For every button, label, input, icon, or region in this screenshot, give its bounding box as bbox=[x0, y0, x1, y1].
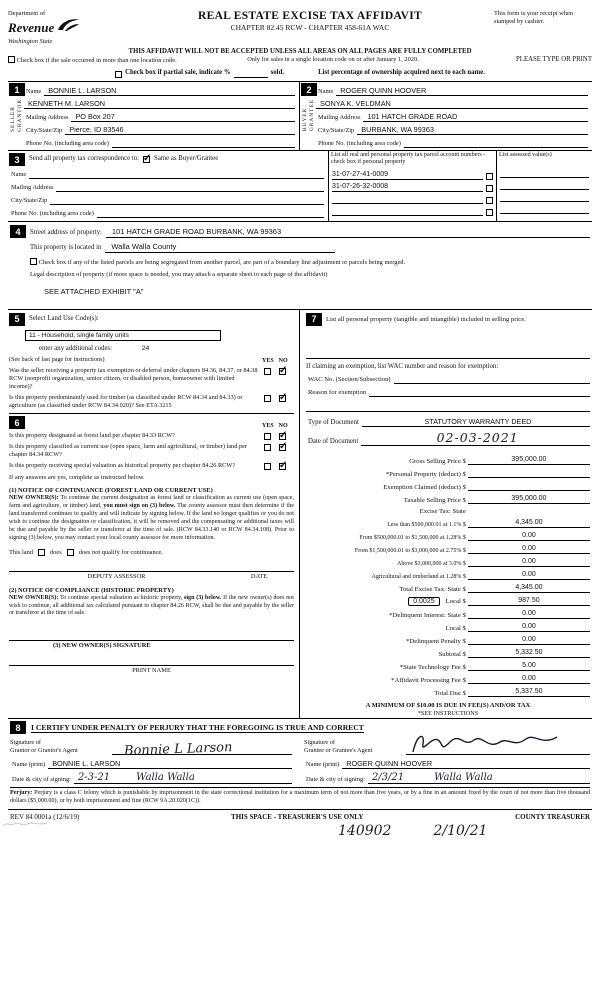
send-correspondence-label: Send all property tax correspondence to: bbox=[29, 155, 140, 163]
buyer-name-label: Name bbox=[318, 88, 334, 95]
delinquent-interest-state-field[interactable]: 0.00 bbox=[468, 610, 590, 619]
grantee-signature-line[interactable] bbox=[406, 736, 590, 755]
exemption-claimed-field[interactable] bbox=[468, 482, 590, 491]
buyer-phone-field[interactable] bbox=[404, 147, 588, 148]
taxable-selling-price-field[interactable]: 395,000.00 bbox=[468, 495, 590, 504]
seller-section bbox=[8, 82, 300, 150]
subtotal-field[interactable]: 5,332.50 bbox=[468, 649, 590, 658]
row-label: From $500,000.01 to $1,500,000 at 1.28% $ bbox=[359, 535, 466, 542]
row-label: Local $ bbox=[445, 625, 466, 633]
legal-description-value[interactable]: SEE ATTACHED EXHIBIT "A" bbox=[44, 286, 144, 296]
corr-phone-label: Phone No. (including area code) bbox=[11, 210, 94, 217]
corr-csz-field[interactable] bbox=[50, 204, 324, 205]
dept-line3: Washington State bbox=[8, 38, 53, 45]
seller-csz-label: City/State/Zip bbox=[26, 127, 63, 134]
see-back-note: (See back of last page for instructions) bbox=[9, 356, 105, 364]
grantee-signing-block bbox=[300, 734, 590, 784]
row-label: *State Technology Fee $ bbox=[399, 664, 466, 672]
parties bbox=[8, 81, 592, 151]
s6-q1-no-checkbox[interactable] bbox=[279, 433, 286, 440]
buyer-section bbox=[300, 82, 592, 150]
s6-q3-no-checkbox[interactable] bbox=[279, 463, 286, 470]
row-label: *Personal Property (deduct) $ bbox=[385, 471, 466, 479]
grantee-name-print-label: Name (print) bbox=[306, 761, 340, 769]
partial-sale-row bbox=[8, 69, 592, 78]
seller-csz-field[interactable]: Pierce, ID 83546 bbox=[65, 125, 295, 135]
buyer-csz-field[interactable]: BURBANK, WA 99363 bbox=[357, 125, 588, 135]
section-2-number: 2 bbox=[301, 83, 317, 96]
grantor-date-city-label: Date & city of signing: bbox=[12, 776, 71, 784]
dept-line1: Department of bbox=[8, 10, 46, 17]
seller-name-label: Name bbox=[26, 88, 42, 95]
delinquent-penalty-field[interactable]: 0.00 bbox=[468, 636, 590, 645]
this-land-label: This land bbox=[9, 548, 33, 556]
buyer-name-1-field[interactable]: ROGER QUINN HOOVER bbox=[336, 86, 588, 96]
assessed-value-field[interactable] bbox=[500, 205, 589, 214]
assessed-value-field[interactable] bbox=[500, 169, 589, 178]
certify-statement: I CERTIFY UNDER PENALTY OF PERJURY THAT THE FOREGOING IS TRUE AND CORRECT bbox=[31, 722, 364, 732]
row-label: From $1,500,000.01 to $3,000,000 at 2.75% $ bbox=[354, 548, 466, 555]
partial-sale-checkbox[interactable] bbox=[115, 71, 122, 78]
s6-q2-no-checkbox[interactable] bbox=[279, 444, 286, 451]
grantor-city-handwriting: Walla Walla bbox=[136, 772, 195, 784]
row-label: Exemption Claimed (deduct) $ bbox=[383, 484, 466, 492]
legal-description-label: Legal description of property (if more space is needed, you may attach a separate sheet to each page of the affidavit) bbox=[30, 270, 328, 278]
form-chapter: CHAPTER 82.45 RCW - CHAPTER 458-61A WAC bbox=[230, 23, 390, 32]
doc-type-field[interactable]: STATUTORY WARRANTY DEED bbox=[362, 417, 590, 427]
s5-q1-no-checkbox[interactable] bbox=[279, 368, 286, 375]
gross-selling-price-field[interactable]: 395,000.00 bbox=[468, 456, 590, 465]
s5-question-2: Is this property predominantly used for timber (as classified under RCW 84.34 and 84.33) or agriculture (as classified under RCW 84.34.020)? See ETA 3215 bbox=[9, 393, 243, 409]
grantor-signature-label: Signature of Grantor or Grantor's Agent bbox=[10, 739, 78, 755]
state-technology-fee-field[interactable]: 5.00 bbox=[468, 662, 590, 671]
multi-location-label: Check box if the sale occurred in more than one location code. bbox=[16, 57, 177, 64]
multi-location-checkbox[interactable] bbox=[8, 56, 15, 63]
excise-tax-state-header: Excise Tax: State bbox=[419, 508, 466, 516]
buyer-phone-label: Phone No. (including area code) bbox=[318, 140, 401, 147]
perjury-text: Perjury is a class C felony which is punishable by imprisonment in the state correctional institution for a maximum term of not more than five years, or by a fine in an amount fixed by the court of not more than five thousand dollars ($5,000.00), or by both imprisonment and fine (RCW 9A.20.020(1C)). bbox=[10, 790, 590, 804]
land-does-not-checkbox[interactable] bbox=[67, 549, 74, 556]
print-name-line[interactable] bbox=[9, 650, 294, 666]
personal-property-blank-area[interactable] bbox=[306, 326, 590, 358]
parcel-number-field[interactable] bbox=[332, 195, 483, 204]
land-does-checkbox[interactable] bbox=[38, 549, 45, 556]
does-label: does bbox=[49, 548, 62, 556]
s6-q2-yes-checkbox[interactable] bbox=[264, 444, 271, 451]
section-3 bbox=[8, 151, 592, 222]
section-1-number: 1 bbox=[9, 83, 25, 96]
row-label: 0.0025 Local $ bbox=[306, 597, 468, 606]
land-use-code-select[interactable]: 11 - Household, single family units bbox=[25, 330, 221, 341]
s5-q1-yes-checkbox[interactable] bbox=[264, 368, 271, 375]
assessed-value-header: List assessed value(s) bbox=[499, 152, 552, 158]
parcel-2-personal-checkbox[interactable] bbox=[486, 185, 493, 192]
stamp-number-handwriting: 140902 bbox=[338, 823, 392, 840]
grantor-signature: Bonnie L Larson bbox=[123, 740, 233, 759]
section-4 bbox=[8, 222, 592, 310]
header bbox=[8, 10, 592, 46]
doc-date-field[interactable]: 02-03-2021 bbox=[361, 430, 590, 446]
agricultural-timberland-field[interactable]: 0.00 bbox=[468, 571, 590, 580]
excise-computation bbox=[306, 452, 590, 697]
revenue-swoosh-icon bbox=[56, 18, 80, 38]
buyer-name-2-field[interactable]: SONYA K. VELDMAN bbox=[316, 99, 588, 109]
land-use-title: Select Land Use Code(s): bbox=[29, 314, 99, 322]
segregated-label: Check box if any of the listed parcels are being segregated from another parcel, are part of a boundary line adjustment or parcels being merged. bbox=[38, 258, 406, 266]
row-label: Total Due $ bbox=[434, 690, 466, 698]
row-label: Gross Selling Price $ bbox=[409, 458, 466, 466]
tax-tier-1-field[interactable]: 4,345.00 bbox=[468, 519, 590, 528]
new-owner-signature-line[interactable] bbox=[9, 624, 294, 641]
exemption-intro: If claiming an exemption, list WAC number and reason for exemption: bbox=[306, 362, 499, 370]
parcel-4-personal-checkbox[interactable] bbox=[486, 209, 493, 216]
corr-phone-field[interactable] bbox=[97, 217, 324, 218]
grantee-date-city-label: Date & city of signing: bbox=[306, 776, 365, 784]
margin-scribble bbox=[2, 818, 48, 830]
partial-sale-percent-field[interactable] bbox=[234, 69, 268, 78]
if-yes-note: If any answers are yes, complete as instructed below. bbox=[9, 474, 145, 482]
total-excise-state-field[interactable]: 4,345.00 bbox=[468, 584, 590, 593]
additional-codes-field[interactable]: 24 bbox=[141, 344, 150, 352]
row-label: Less than $500,000.01 at 1.1% $ bbox=[387, 522, 466, 529]
section-3-number: 3 bbox=[9, 153, 25, 166]
s6-question-3: Is this property receiving special valuation as historical property per chapter 84.26 RCW? bbox=[9, 462, 236, 470]
row-label: *Delinquent Penalty $ bbox=[406, 638, 466, 646]
grantor-date-handwriting: 2-3-21 bbox=[77, 772, 111, 784]
seller-mailing-label: Mailing Address bbox=[26, 114, 69, 121]
reason-field[interactable] bbox=[369, 396, 590, 397]
parcel-number-field[interactable] bbox=[332, 207, 483, 216]
seller-phone-label: Phone No. (including area code) bbox=[26, 140, 109, 147]
section-6-number: 6 bbox=[9, 416, 25, 429]
continuance-qualify-row bbox=[9, 549, 294, 557]
additional-codes-label: enter any additional codes: bbox=[39, 344, 113, 352]
s6-question-2: Is this property classified as current use (open space, farm and agricultural, or timber) land per chapter 84.34 RCW? bbox=[9, 443, 247, 459]
grantee-signature bbox=[410, 730, 560, 758]
corr-csz-label: City/State/Zip bbox=[11, 197, 48, 204]
treasurer-stamp bbox=[338, 823, 592, 839]
row-label: Total Excise Tax: State $ bbox=[399, 586, 466, 594]
print-name-label: PRINT NAME bbox=[132, 667, 171, 675]
deputy-date-label: DATE bbox=[250, 572, 268, 580]
buyer-mailing-field[interactable]: 101 HATCH GRADE ROAD bbox=[363, 112, 588, 122]
see-instructions-note: *SEE INSTRUCTIONS bbox=[417, 710, 479, 718]
grantor-signature-line[interactable] bbox=[112, 736, 292, 759]
section-8-number: 8 bbox=[10, 721, 26, 734]
section-8 bbox=[8, 718, 592, 806]
row-label: Subtotal $ bbox=[438, 651, 466, 659]
tax-tier-4-field[interactable]: 0.00 bbox=[468, 558, 590, 567]
corr-name-label: Name bbox=[11, 171, 27, 178]
doc-type-label: Type of Document bbox=[308, 419, 359, 427]
grantor-date-city-field[interactable] bbox=[74, 772, 292, 784]
buyer-csz-label: City/State/Zip bbox=[318, 127, 355, 134]
street-address-label: Street address of property: bbox=[30, 229, 102, 237]
partial-sale-suffix: sold. bbox=[270, 69, 285, 77]
two-column-area bbox=[8, 310, 592, 719]
reason-label: Reason for exemption bbox=[308, 389, 367, 397]
s5-q2-no-checkbox[interactable] bbox=[279, 395, 286, 402]
affidavit-processing-fee-field[interactable]: 0.00 bbox=[468, 675, 590, 684]
grantee-date-handwriting: 2/3/21 bbox=[371, 772, 405, 784]
parcel-1-personal-checkbox[interactable] bbox=[486, 173, 493, 180]
doc-date-label: Date of Document bbox=[308, 438, 359, 446]
grantee-date-city-field[interactable] bbox=[368, 772, 590, 784]
grantee-name-print-field[interactable]: ROGER QUINN HOOVER bbox=[342, 759, 590, 769]
buyer-mailing-label: Mailing Address bbox=[318, 114, 361, 121]
row-label: Above $3,000,000 at 3.0% $ bbox=[397, 561, 466, 568]
seller-side-label: SELLER bbox=[10, 106, 16, 132]
local-tax-field[interactable]: 987.50 bbox=[468, 597, 590, 606]
s5-question-1: Was the seller receiving a property tax exemption or deferral under chapters 84.36, 84.37, or 84.38 RCW (nonprofit organization, senior citizen, or disabled person, homeowner with limited income)? bbox=[9, 367, 258, 390]
seller-mailing-field[interactable]: PO Box 207 bbox=[71, 112, 295, 122]
type-or-print-label: PLEASE TYPE OR PRINT bbox=[516, 56, 592, 63]
local-rate-box[interactable]: 0.0025 bbox=[408, 597, 439, 606]
grantor-name-print-label: Name (print) bbox=[12, 761, 46, 769]
tax-tier-3-field[interactable]: 0.00 bbox=[468, 545, 590, 554]
personal-property-title: List all personal property (tangible and intangible) included in selling price. bbox=[326, 315, 526, 323]
grantee-side-label: GRANTEE bbox=[308, 99, 315, 132]
only-for-line: Only for sales in a single location code on or after January 1, 2020. bbox=[247, 56, 419, 63]
section-5-number: 5 bbox=[9, 313, 25, 326]
assessed-value-field[interactable] bbox=[500, 193, 589, 202]
tax-tier-2-field[interactable]: 0.00 bbox=[468, 532, 590, 541]
footer bbox=[8, 809, 592, 822]
seller-name-1-field[interactable]: BONNIE L. LARSON bbox=[44, 86, 295, 96]
treasurer-space-label: THIS SPACE - TREASURER'S USE ONLY bbox=[231, 812, 364, 821]
row-label: Agricultural and timberland at 1.28% $ bbox=[371, 574, 466, 581]
s6-q3-yes-checkbox[interactable] bbox=[264, 463, 271, 470]
deputy-assessor-signature-line[interactable] bbox=[9, 557, 294, 572]
left-column bbox=[8, 310, 300, 719]
wac-label: WAC No. (Section/Subsection) bbox=[308, 376, 391, 384]
parcel-number-field[interactable]: 31-07-27-41-0009 bbox=[332, 170, 483, 180]
perjury-notice bbox=[10, 787, 590, 806]
corr-name-field[interactable] bbox=[29, 178, 324, 179]
ownership-percent-label: List percentage of ownership acquired next to each name. bbox=[318, 69, 485, 76]
seller-name-2-field[interactable]: KENNETH M. LARSON bbox=[24, 99, 295, 109]
parcel-column-header: List all real and personal property tax parcel account numbers - check box if personal property bbox=[331, 152, 486, 166]
delinquent-interest-local-field[interactable]: 0.00 bbox=[468, 623, 590, 632]
parcel-number-field[interactable]: 31-07-26-32-0008 bbox=[332, 182, 483, 192]
s6-question-1: Is this property designated as forest land per chapter 84.33 RCW? bbox=[9, 432, 175, 440]
corr-mailing-label: Mailing Address bbox=[11, 184, 54, 191]
row-label: *Affidavit Processing Fee $ bbox=[391, 677, 466, 685]
assessed-value-field[interactable] bbox=[500, 181, 589, 190]
notice-1-title: (1) NOTICE OF CONTINUANCE (FOREST LAND OR CURRENT USE) bbox=[9, 487, 213, 495]
receipt-note: This form is your receipt when stamped by cashier. bbox=[494, 10, 573, 25]
form-title: REAL ESTATE EXCISE TAX AFFIDAVIT bbox=[198, 10, 422, 22]
form-revision: REV 84 0001a (12/6/19) bbox=[10, 812, 80, 821]
section-6 bbox=[9, 414, 294, 675]
does-not-label: does not qualify for continuance. bbox=[78, 548, 163, 556]
minimum-due-note: A MINIMUM OF $10.00 IS DUE IN FEE(S) AND/OR TAX bbox=[365, 702, 531, 710]
row-label: Taxable Selling Price $ bbox=[403, 497, 466, 505]
no-column-label: NO bbox=[278, 358, 288, 365]
personal-property-deduct-field[interactable] bbox=[468, 469, 590, 478]
section-4-number: 4 bbox=[10, 225, 26, 238]
grantor-side-label: GRANTOR bbox=[16, 99, 23, 132]
row-label: *Delinquent Interest: State $ bbox=[389, 612, 466, 620]
grantor-signing-block bbox=[10, 734, 300, 784]
parcel-3-personal-checkbox[interactable] bbox=[486, 197, 493, 204]
section-7-number: 7 bbox=[306, 313, 322, 326]
warning-line: THIS AFFIDAVIT WILL NOT BE ACCEPTED UNLESS ALL AREAS ON ALL PAGES ARE FULLY COMPLETED bbox=[128, 48, 472, 55]
segregated-checkbox[interactable] bbox=[30, 258, 37, 265]
yes-column-label: YES bbox=[262, 358, 274, 365]
grantee-city-handwriting: Walla Walla bbox=[434, 772, 493, 784]
new-owner-signature-label: (3) NEW OWNER(S) SIGNATURE bbox=[53, 642, 151, 650]
seller-phone-field[interactable] bbox=[112, 147, 295, 148]
buyer-side-label: BUYER bbox=[302, 107, 308, 132]
corr-mailing-field[interactable] bbox=[56, 191, 324, 192]
stamp-date-handwriting: 2/10/21 bbox=[433, 823, 488, 840]
street-address-field[interactable]: 101 HATCH GRADE ROAD BURBANK, WA 99363 bbox=[106, 227, 590, 238]
yes-column-label: YES bbox=[262, 423, 274, 430]
notice-1-body: NEW OWNER(S): To continue the current designation as forest land or classification as current use (open space, farm and agriculture, or timber) land, you must sign on (3) below. The county assessor must then determine if the land transferred continues to qualify and will indicate by signing below. If the land no longer qualifies or you do not wish to continue the designation or classification, it will be removed and the compensating or additional taxes will be due and payable by the seller or transferor at the time of sale. (RCW 84.33.140 or RCW 84.34.108). Prior to signing (3) below, you may contact your local county assessor for more information. bbox=[9, 495, 294, 541]
s5-q2-yes-checkbox[interactable] bbox=[264, 395, 271, 402]
grantee-signature-label: Signature of Grantee or Grantee's Agent bbox=[304, 739, 373, 755]
dor-logo bbox=[8, 10, 126, 46]
s6-q1-yes-checkbox[interactable] bbox=[264, 433, 271, 440]
no-column-label: NO bbox=[278, 423, 288, 430]
county-treasurer-label: COUNTY TREASURER bbox=[515, 812, 590, 821]
deputy-assessor-label: DEPUTY ASSESSOR bbox=[87, 572, 146, 580]
same-as-buyer-checkbox[interactable] bbox=[143, 156, 150, 163]
located-in-label: This property is located in bbox=[30, 243, 102, 251]
notice-2-title: (2) NOTICE OF COMPLIANCE (HISTORIC PROPERTY) bbox=[9, 586, 174, 594]
partial-sale-label: Check box if partial sale, indicate % bbox=[125, 69, 231, 77]
perjury-label: Perjury: bbox=[10, 790, 33, 797]
notice-2-body: NEW OWNER(S): To continue special valuation as historic property, sign (3) below. If the new owner(s) does not wish to continue, all additional tax calculated pursuant to chapter 84.26 RCW, shall be due and payable by the seller or transferor at the time of sale. bbox=[9, 594, 294, 617]
county-field[interactable]: Walla Walla County bbox=[105, 242, 335, 253]
total-due-field[interactable]: 5,337.50 bbox=[468, 688, 590, 697]
section-7 bbox=[300, 310, 592, 719]
dept-revenue-wordmark: Revenue bbox=[8, 20, 55, 35]
section-5 bbox=[9, 313, 294, 410]
grantor-name-print-field[interactable]: BONNIE L. LARSON bbox=[48, 759, 292, 769]
assessed-value-column bbox=[496, 151, 592, 221]
same-as-buyer-label: Same as Buyer/Grantee bbox=[154, 155, 219, 163]
wac-field[interactable] bbox=[394, 383, 590, 384]
parcel-column bbox=[328, 151, 496, 221]
